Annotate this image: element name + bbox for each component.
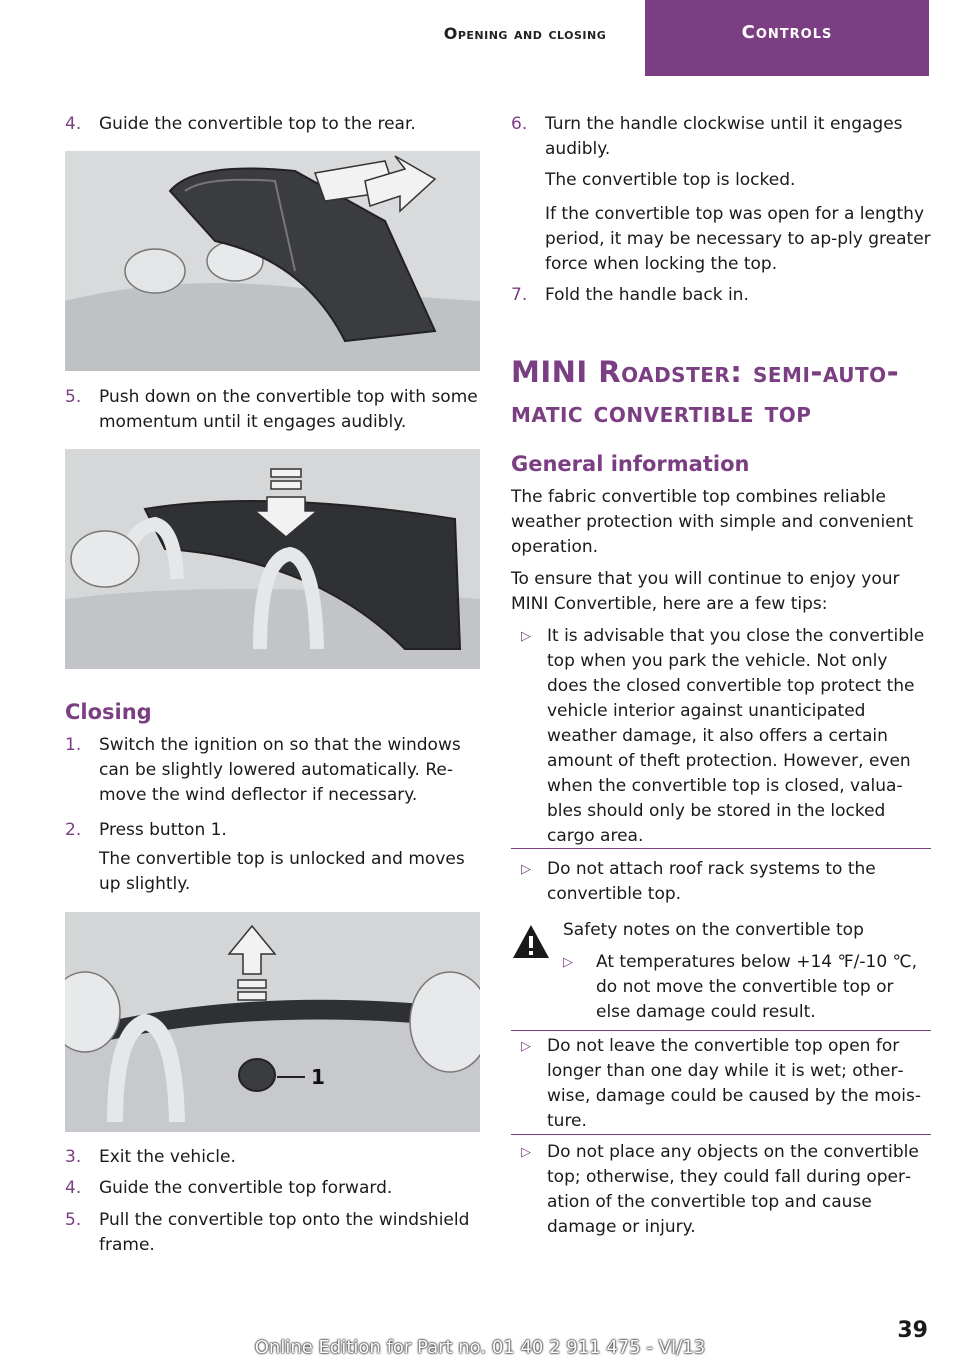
closing-step-3: 3. Exit the vehicle. [65, 1147, 236, 1167]
divider [511, 848, 931, 849]
bullet-triangle-icon: ▷ [521, 1145, 531, 1160]
figure-callout-label: 1 [311, 1065, 325, 1089]
footer-edition: Online Edition for Part no. 01 40 2 911 475 - VI/13 [254, 1337, 706, 1358]
tip-close-top: ▷ It is advisable that you close the convertible top when you park the vehicle. Not only does the closed convertible top protect the vehicle interior against unanticipated weather damage, it also offers a certain amount of theft protection. However, even when the convertible top is closed, valua‐bles should only be stored in the locked cargo area. [521, 626, 925, 846]
safety-title: Safety notes on the convertible top [563, 920, 864, 940]
intro-paragraph: The fabric convertible top combines reliable weather protection with simple and convenient operation. [511, 487, 914, 557]
section-heading: MINI Roadster: semi-auto‐matic convertible top [511, 355, 900, 429]
step-6-turn-handle: 6. Turn the handle clockwise until it engages audibly. [511, 114, 903, 159]
safety-warning-box [511, 918, 931, 1028]
tip-no-roof-rack: ▷ Do not attach roof rack systems to the convertible top. [521, 859, 876, 904]
header-chapter-tab: Controls [645, 0, 929, 76]
tip-wet-top: ▷ Do not leave the convertible top open for longer than one day while it is wet; other‐wise, damage could be caused by the mois‐ture. [521, 1036, 921, 1131]
figure-button-1 [65, 912, 480, 1132]
closing-step-4: 4. Guide the convertible top forward. [65, 1178, 393, 1198]
closing-step-2: 2. Press button 1. [65, 820, 227, 840]
step-6-locked: The convertible top is locked. [545, 170, 796, 190]
safety-temperature-note: ▷ At temperatures below +14 ℉/-10 ℃, do not move the convertible top or else damage could result. [563, 952, 918, 1022]
divider [511, 1134, 931, 1135]
step-4-rear: 4. Guide the convertible top to the rear. [65, 114, 416, 134]
header-section-title: Opening and closing [443, 24, 607, 43]
closing-step-2-result: The convertible top is unlocked and moves up slightly. [99, 849, 465, 894]
figure-top-to-rear [65, 151, 480, 371]
closing-heading: Closing [65, 700, 152, 724]
divider [511, 1030, 931, 1031]
warning-icon [511, 923, 551, 961]
tips-intro-paragraph: To ensure that you will continue to enjoy your MINI Convertible, here are a few tips: [511, 569, 900, 614]
closing-step-1: 1. Switch the ignition on so that the windows can be slightly lowered automatically. Re‐move the wind deflector if necessary. [65, 735, 461, 805]
bullet-triangle-icon: ▷ [521, 1039, 531, 1054]
tip-no-objects: ▷ Do not place any objects on the convertible top; otherwise, they could fall during oper‐ation of the convertible top and cause damage or injury. [521, 1142, 919, 1237]
bullet-triangle-icon: ▷ [521, 629, 531, 644]
step-7-fold-handle: 7. Fold the handle back in. [511, 285, 749, 305]
closing-step-5: 5. Pull the convertible top onto the windshield frame. [65, 1210, 470, 1255]
bullet-triangle-icon: ▷ [563, 955, 573, 970]
step-5-push-down: 5. Push down on the convertible top with some momentum until it engages audibly. [65, 387, 478, 432]
page-number: 39 [897, 1318, 928, 1343]
step-6-note: If the convertible top was open for a lengthy period, it may be necessary to ap‐ply greater force when locking the top. [545, 204, 931, 274]
general-information-heading: General information [511, 452, 750, 476]
bullet-triangle-icon: ▷ [521, 862, 531, 877]
figure-push-down-top [65, 449, 480, 669]
